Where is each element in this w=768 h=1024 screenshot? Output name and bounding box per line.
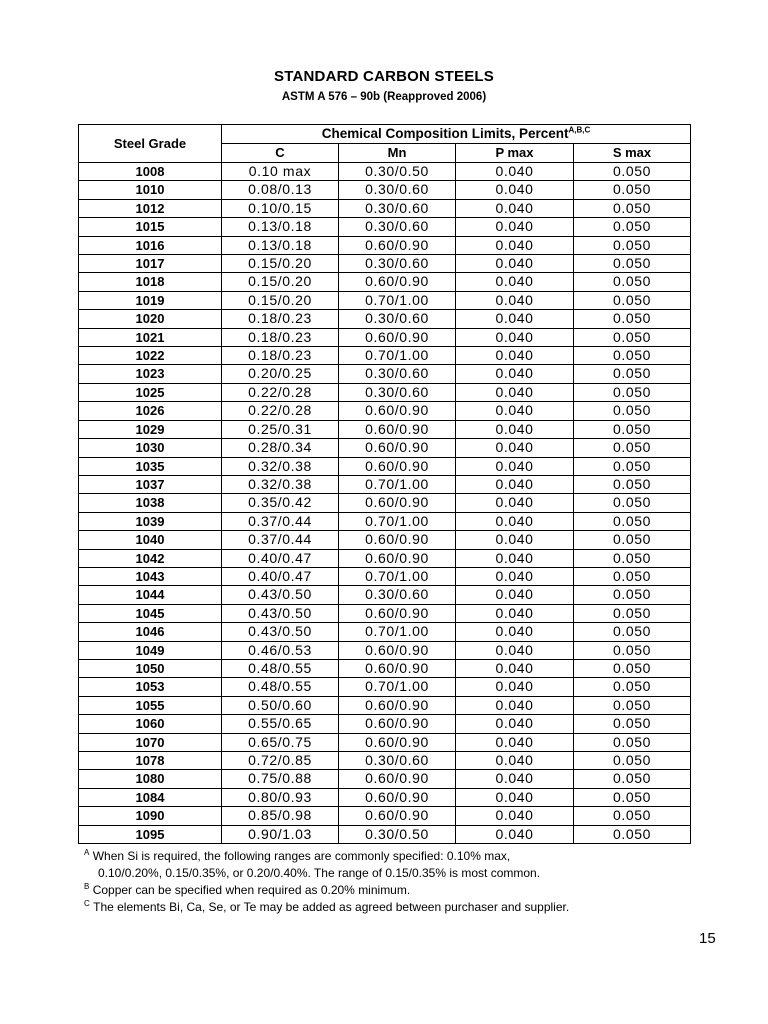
- phosphorus-max-cell: 0.040: [456, 549, 574, 567]
- table-row: [79, 310, 691, 328]
- phosphorus-max-cell: 0.040: [456, 641, 574, 659]
- phosphorus-max-cell: 0.040: [456, 402, 574, 420]
- phosphorus-max-cell: 0.040: [456, 696, 574, 714]
- carbon-cell: 0.13/0.18: [222, 218, 339, 236]
- footnote-b-marker: B: [84, 882, 90, 891]
- phosphorus-max-cell: 0.040: [456, 273, 574, 291]
- carbon-cell: 0.32/0.38: [222, 475, 339, 493]
- phosphorus-max-cell: 0.040: [456, 365, 574, 383]
- carbon-cell: 0.25/0.31: [222, 420, 339, 438]
- sulfur-max-cell: 0.050: [574, 236, 691, 254]
- carbon-cell: 0.50/0.60: [222, 696, 339, 714]
- manganese-cell: 0.30/0.60: [339, 752, 456, 770]
- manganese-cell: 0.30/0.60: [339, 181, 456, 199]
- footnote-a: [84, 848, 704, 865]
- sulfur-max-cell: 0.050: [574, 310, 691, 328]
- steel-grade-cell: 1008: [79, 163, 222, 181]
- table-row: [79, 604, 691, 622]
- manganese-cell: 0.30/0.60: [339, 310, 456, 328]
- steel-grade-cell: 1019: [79, 291, 222, 309]
- carbon-cell: 0.55/0.65: [222, 715, 339, 733]
- carbon-cell: 0.90/1.03: [222, 825, 339, 843]
- steel-grade-cell: 1010: [79, 181, 222, 199]
- manganese-cell: 0.70/1.00: [339, 623, 456, 641]
- steel-grade-cell: 1070: [79, 733, 222, 751]
- composition-header-label: Chemical Composition Limits, Percent: [321, 126, 569, 141]
- sulfur-max-cell: 0.050: [574, 586, 691, 604]
- steel-grade-cell: 1078: [79, 752, 222, 770]
- manganese-cell: 0.30/0.60: [339, 218, 456, 236]
- steel-grade-cell: 1084: [79, 788, 222, 806]
- sulfur-max-cell: 0.050: [574, 696, 691, 714]
- sulfur-max-cell: 0.050: [574, 512, 691, 530]
- steel-grade-cell: 1046: [79, 623, 222, 641]
- column-header-c: C: [222, 144, 339, 163]
- composition-header-superscript: A,B,C: [568, 125, 591, 135]
- carbon-cell: 0.15/0.20: [222, 255, 339, 273]
- sulfur-max-cell: 0.050: [574, 770, 691, 788]
- table-row: [79, 163, 691, 181]
- steel-grade-cell: 1018: [79, 273, 222, 291]
- carbon-cell: 0.18/0.23: [222, 328, 339, 346]
- table-row: [79, 788, 691, 806]
- carbon-cell: 0.15/0.20: [222, 291, 339, 309]
- carbon-cell: 0.22/0.28: [222, 383, 339, 401]
- steel-grade-header: Steel Grade: [79, 125, 222, 163]
- carbon-cell: 0.15/0.20: [222, 273, 339, 291]
- table-row: [79, 291, 691, 309]
- table-row: [79, 678, 691, 696]
- sulfur-max-cell: 0.050: [574, 752, 691, 770]
- phosphorus-max-cell: 0.040: [456, 218, 574, 236]
- carbon-cell: 0.37/0.44: [222, 531, 339, 549]
- steel-grade-cell: 1023: [79, 365, 222, 383]
- sulfur-max-cell: 0.050: [574, 475, 691, 493]
- table-row: [79, 659, 691, 677]
- phosphorus-max-cell: 0.040: [456, 770, 574, 788]
- composition-header: [222, 125, 691, 144]
- steel-grade-cell: 1035: [79, 457, 222, 475]
- steel-grade-cell: 1053: [79, 678, 222, 696]
- steel-grade-cell: 1030: [79, 439, 222, 457]
- page-subtitle: ASTM A 576 – 90b (Reapproved 2006): [281, 91, 487, 103]
- table-row: [79, 512, 691, 530]
- table-header-row: [79, 125, 691, 144]
- carbon-cell: 0.10/0.15: [222, 199, 339, 217]
- table-row: [79, 549, 691, 567]
- table-row: [79, 696, 691, 714]
- table-row: [79, 383, 691, 401]
- phosphorus-max-cell: 0.040: [456, 457, 574, 475]
- footnote-c-marker: C: [84, 899, 90, 908]
- phosphorus-max-cell: 0.040: [456, 531, 574, 549]
- table-row: [79, 420, 691, 438]
- manganese-cell: 0.60/0.90: [339, 494, 456, 512]
- phosphorus-max-cell: 0.040: [456, 659, 574, 677]
- sulfur-max-cell: 0.050: [574, 439, 691, 457]
- sulfur-max-cell: 0.050: [574, 678, 691, 696]
- table-row: [79, 181, 691, 199]
- carbon-cell: 0.75/0.88: [222, 770, 339, 788]
- column-header-p-max: P max: [456, 144, 574, 163]
- table-row: [79, 807, 691, 825]
- table-row: [79, 770, 691, 788]
- manganese-cell: 0.70/1.00: [339, 567, 456, 585]
- phosphorus-max-cell: 0.040: [456, 439, 574, 457]
- manganese-cell: 0.60/0.90: [339, 402, 456, 420]
- footnotes: [84, 848, 704, 916]
- table-row: [79, 218, 691, 236]
- sulfur-max-cell: 0.050: [574, 549, 691, 567]
- sulfur-max-cell: 0.050: [574, 291, 691, 309]
- sulfur-max-cell: 0.050: [574, 365, 691, 383]
- sulfur-max-cell: 0.050: [574, 163, 691, 181]
- phosphorus-max-cell: 0.040: [456, 310, 574, 328]
- table-row: [79, 199, 691, 217]
- steel-grade-cell: 1038: [79, 494, 222, 512]
- footnote-a-line-2: 0.10/0.20%, 0.15/0.35%, or 0.20/0.40%. The range of 0.15/0.35% is most common.: [98, 866, 541, 880]
- phosphorus-max-cell: 0.040: [456, 475, 574, 493]
- manganese-cell: 0.60/0.90: [339, 696, 456, 714]
- steel-grade-cell: 1026: [79, 402, 222, 420]
- steel-grade-cell: 1037: [79, 475, 222, 493]
- carbon-cell: 0.10 max: [222, 163, 339, 181]
- manganese-cell: 0.70/1.00: [339, 512, 456, 530]
- sulfur-max-cell: 0.050: [574, 623, 691, 641]
- steel-grade-cell: 1039: [79, 512, 222, 530]
- footnote-c: [84, 899, 704, 916]
- sulfur-max-cell: 0.050: [574, 255, 691, 273]
- steel-grade-cell: 1090: [79, 807, 222, 825]
- steel-grade-cell: 1016: [79, 236, 222, 254]
- manganese-cell: 0.60/0.90: [339, 439, 456, 457]
- phosphorus-max-cell: 0.040: [456, 567, 574, 585]
- table-row: [79, 586, 691, 604]
- column-header-s-max: S max: [574, 144, 691, 163]
- manganese-cell: 0.30/0.60: [339, 586, 456, 604]
- table-row: [79, 715, 691, 733]
- sulfur-max-cell: 0.050: [574, 715, 691, 733]
- carbon-cell: 0.43/0.50: [222, 604, 339, 622]
- manganese-cell: 0.60/0.90: [339, 715, 456, 733]
- steel-grade-cell: 1055: [79, 696, 222, 714]
- manganese-cell: 0.70/1.00: [339, 347, 456, 365]
- manganese-cell: 0.60/0.90: [339, 236, 456, 254]
- carbon-cell: 0.32/0.38: [222, 457, 339, 475]
- steel-grade-cell: 1025: [79, 383, 222, 401]
- phosphorus-max-cell: 0.040: [456, 163, 574, 181]
- footnote-a-continuation: [84, 865, 704, 882]
- table-row: [79, 328, 691, 346]
- footnote-b-line-1: Copper can be specified when required as 0.20% minimum.: [92, 883, 411, 897]
- footnote-b: [84, 882, 704, 899]
- carbon-cell: 0.20/0.25: [222, 365, 339, 383]
- column-header-mn: Mn: [339, 144, 456, 163]
- phosphorus-max-cell: 0.040: [456, 181, 574, 199]
- carbon-cell: 0.28/0.34: [222, 439, 339, 457]
- sulfur-max-cell: 0.050: [574, 218, 691, 236]
- manganese-cell: 0.60/0.90: [339, 733, 456, 751]
- manganese-cell: 0.60/0.90: [339, 328, 456, 346]
- steel-grade-cell: 1080: [79, 770, 222, 788]
- phosphorus-max-cell: 0.040: [456, 678, 574, 696]
- phosphorus-max-cell: 0.040: [456, 199, 574, 217]
- phosphorus-max-cell: 0.040: [456, 733, 574, 751]
- steel-grade-cell: 1060: [79, 715, 222, 733]
- sulfur-max-cell: 0.050: [574, 347, 691, 365]
- carbon-cell: 0.18/0.23: [222, 347, 339, 365]
- steel-grade-cell: 1049: [79, 641, 222, 659]
- table-row: [79, 531, 691, 549]
- table-row: [79, 494, 691, 512]
- phosphorus-max-cell: 0.040: [456, 494, 574, 512]
- table-row: [79, 475, 691, 493]
- sulfur-max-cell: 0.050: [574, 641, 691, 659]
- steel-grade-cell: 1050: [79, 659, 222, 677]
- sulfur-max-cell: 0.050: [574, 494, 691, 512]
- manganese-cell: 0.60/0.90: [339, 273, 456, 291]
- phosphorus-max-cell: 0.040: [456, 807, 574, 825]
- carbon-cell: 0.43/0.50: [222, 623, 339, 641]
- table-row: [79, 457, 691, 475]
- carbon-cell: 0.46/0.53: [222, 641, 339, 659]
- manganese-cell: 0.60/0.90: [339, 807, 456, 825]
- steel-grade-cell: 1029: [79, 420, 222, 438]
- steel-grade-cell: 1021: [79, 328, 222, 346]
- sulfur-max-cell: 0.050: [574, 825, 691, 843]
- carbon-cell: 0.80/0.93: [222, 788, 339, 806]
- steel-grade-cell: 1022: [79, 347, 222, 365]
- manganese-cell: 0.30/0.50: [339, 825, 456, 843]
- phosphorus-max-cell: 0.040: [456, 586, 574, 604]
- table-row: [79, 402, 691, 420]
- table-row: [79, 641, 691, 659]
- phosphorus-max-cell: 0.040: [456, 788, 574, 806]
- phosphorus-max-cell: 0.040: [456, 328, 574, 346]
- steel-grade-cell: 1012: [79, 199, 222, 217]
- carbon-cell: 0.85/0.98: [222, 807, 339, 825]
- manganese-cell: 0.60/0.90: [339, 659, 456, 677]
- phosphorus-max-cell: 0.040: [456, 623, 574, 641]
- manganese-cell: 0.60/0.90: [339, 770, 456, 788]
- steel-grade-cell: 1095: [79, 825, 222, 843]
- table-row: [79, 347, 691, 365]
- table-row: [79, 236, 691, 254]
- carbon-cell: 0.72/0.85: [222, 752, 339, 770]
- manganese-cell: 0.30/0.60: [339, 383, 456, 401]
- table-row: [79, 273, 691, 291]
- steel-grade-cell: 1043: [79, 567, 222, 585]
- phosphorus-max-cell: 0.040: [456, 383, 574, 401]
- sulfur-max-cell: 0.050: [574, 788, 691, 806]
- table-row: [79, 365, 691, 383]
- table-row: [79, 439, 691, 457]
- carbon-cell: 0.40/0.47: [222, 549, 339, 567]
- manganese-cell: 0.30/0.60: [339, 199, 456, 217]
- manganese-cell: 0.60/0.90: [339, 641, 456, 659]
- table-row: [79, 733, 691, 751]
- steel-grade-cell: 1044: [79, 586, 222, 604]
- sulfur-max-cell: 0.050: [574, 807, 691, 825]
- table-row: [79, 567, 691, 585]
- carbon-cell: 0.48/0.55: [222, 659, 339, 677]
- table-row: [79, 752, 691, 770]
- phosphorus-max-cell: 0.040: [456, 752, 574, 770]
- table-row: [79, 825, 691, 843]
- sulfur-max-cell: 0.050: [574, 199, 691, 217]
- sulfur-max-cell: 0.050: [574, 273, 691, 291]
- manganese-cell: 0.60/0.90: [339, 420, 456, 438]
- phosphorus-max-cell: 0.040: [456, 291, 574, 309]
- manganese-cell: 0.30/0.50: [339, 163, 456, 181]
- phosphorus-max-cell: 0.040: [456, 715, 574, 733]
- manganese-cell: 0.60/0.90: [339, 457, 456, 475]
- sulfur-max-cell: 0.050: [574, 733, 691, 751]
- table-row: [79, 623, 691, 641]
- sulfur-max-cell: 0.050: [574, 420, 691, 438]
- carbon-cell: 0.35/0.42: [222, 494, 339, 512]
- sulfur-max-cell: 0.050: [574, 457, 691, 475]
- page-number: 15: [699, 930, 716, 947]
- carbon-cell: 0.13/0.18: [222, 236, 339, 254]
- footnote-a-line-1: When Si is required, the following ranges are commonly specified: 0.10% max,: [92, 849, 511, 863]
- carbon-cell: 0.08/0.13: [222, 181, 339, 199]
- manganese-cell: 0.30/0.60: [339, 255, 456, 273]
- carbon-cell: 0.65/0.75: [222, 733, 339, 751]
- footnote-c-line-1: The elements Bi, Ca, Se, or Te may be added as agreed between purchaser and supplier.: [93, 900, 570, 914]
- footnote-a-marker: A: [84, 848, 90, 857]
- manganese-cell: 0.60/0.90: [339, 788, 456, 806]
- phosphorus-max-cell: 0.040: [456, 512, 574, 530]
- sulfur-max-cell: 0.050: [574, 531, 691, 549]
- carbon-cell: 0.37/0.44: [222, 512, 339, 530]
- page-title: STANDARD CARBON STEELS: [274, 68, 494, 85]
- manganese-cell: 0.70/1.00: [339, 678, 456, 696]
- phosphorus-max-cell: 0.040: [456, 420, 574, 438]
- steel-composition-table: [78, 124, 691, 844]
- phosphorus-max-cell: 0.040: [456, 604, 574, 622]
- steel-grade-cell: 1017: [79, 255, 222, 273]
- steel-grade-cell: 1042: [79, 549, 222, 567]
- sulfur-max-cell: 0.050: [574, 604, 691, 622]
- manganese-cell: 0.70/1.00: [339, 291, 456, 309]
- sulfur-max-cell: 0.050: [574, 328, 691, 346]
- steel-grade-cell: 1040: [79, 531, 222, 549]
- table-row: [79, 255, 691, 273]
- steel-grade-cell: 1045: [79, 604, 222, 622]
- sulfur-max-cell: 0.050: [574, 567, 691, 585]
- manganese-cell: 0.70/1.00: [339, 475, 456, 493]
- sulfur-max-cell: 0.050: [574, 383, 691, 401]
- carbon-cell: 0.18/0.23: [222, 310, 339, 328]
- steel-grade-cell: 1015: [79, 218, 222, 236]
- phosphorus-max-cell: 0.040: [456, 825, 574, 843]
- sulfur-max-cell: 0.050: [574, 402, 691, 420]
- manganese-cell: 0.60/0.90: [339, 531, 456, 549]
- phosphorus-max-cell: 0.040: [456, 236, 574, 254]
- manganese-cell: 0.60/0.90: [339, 604, 456, 622]
- sulfur-max-cell: 0.050: [574, 181, 691, 199]
- carbon-cell: 0.48/0.55: [222, 678, 339, 696]
- manganese-cell: 0.30/0.60: [339, 365, 456, 383]
- phosphorus-max-cell: 0.040: [456, 255, 574, 273]
- table-body: [79, 163, 691, 844]
- carbon-cell: 0.43/0.50: [222, 586, 339, 604]
- sulfur-max-cell: 0.050: [574, 659, 691, 677]
- steel-grade-cell: 1020: [79, 310, 222, 328]
- carbon-cell: 0.40/0.47: [222, 567, 339, 585]
- phosphorus-max-cell: 0.040: [456, 347, 574, 365]
- manganese-cell: 0.60/0.90: [339, 549, 456, 567]
- carbon-cell: 0.22/0.28: [222, 402, 339, 420]
